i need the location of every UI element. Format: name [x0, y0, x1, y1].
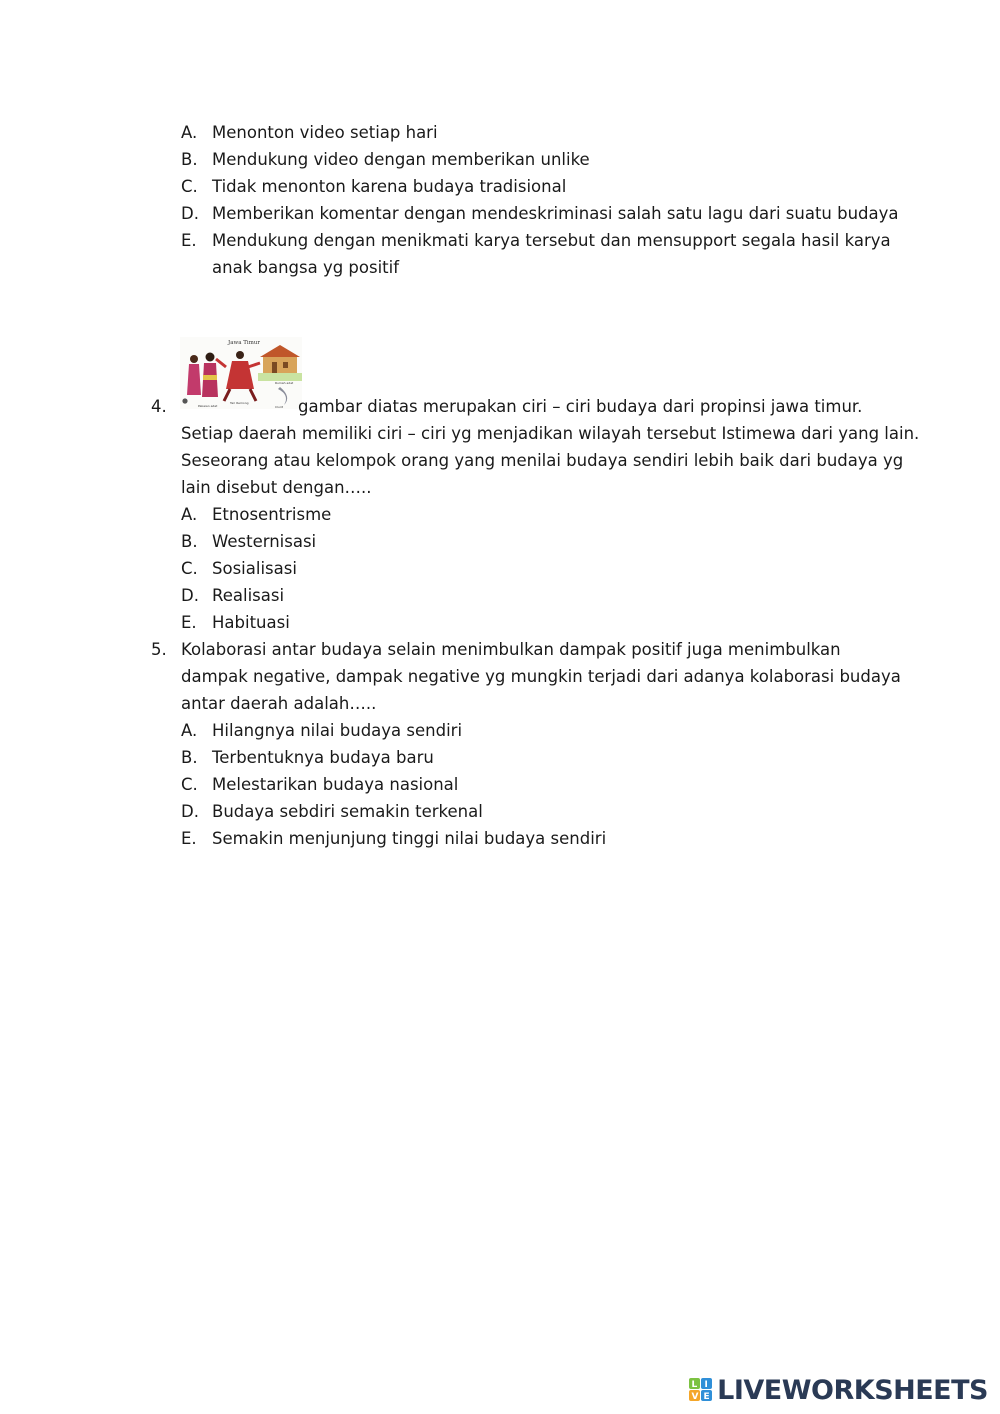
svg-text:V: V [691, 1392, 699, 1402]
illustration-marker-icon [182, 398, 187, 403]
svg-text:Pakaian adat: Pakaian adat [198, 404, 218, 408]
svg-text:Tari Remong: Tari Remong [230, 401, 249, 405]
liveworksheets-logo-icon [689, 1377, 713, 1403]
jawa-timur-illustration [180, 337, 302, 409]
brand-name: LIVEWORKSHEETS [717, 1374, 988, 1406]
svg-text:Rumah adat: Rumah adat [275, 381, 294, 385]
svg-text:I: I [704, 1380, 709, 1390]
illustration-title: Jawa Timur [228, 340, 261, 346]
svg-text:E: E [703, 1392, 710, 1402]
svg-text:L: L [691, 1380, 698, 1390]
svg-text:Clurit: Clurit [275, 405, 284, 409]
liveworksheets-brand[interactable] [689, 1374, 988, 1406]
